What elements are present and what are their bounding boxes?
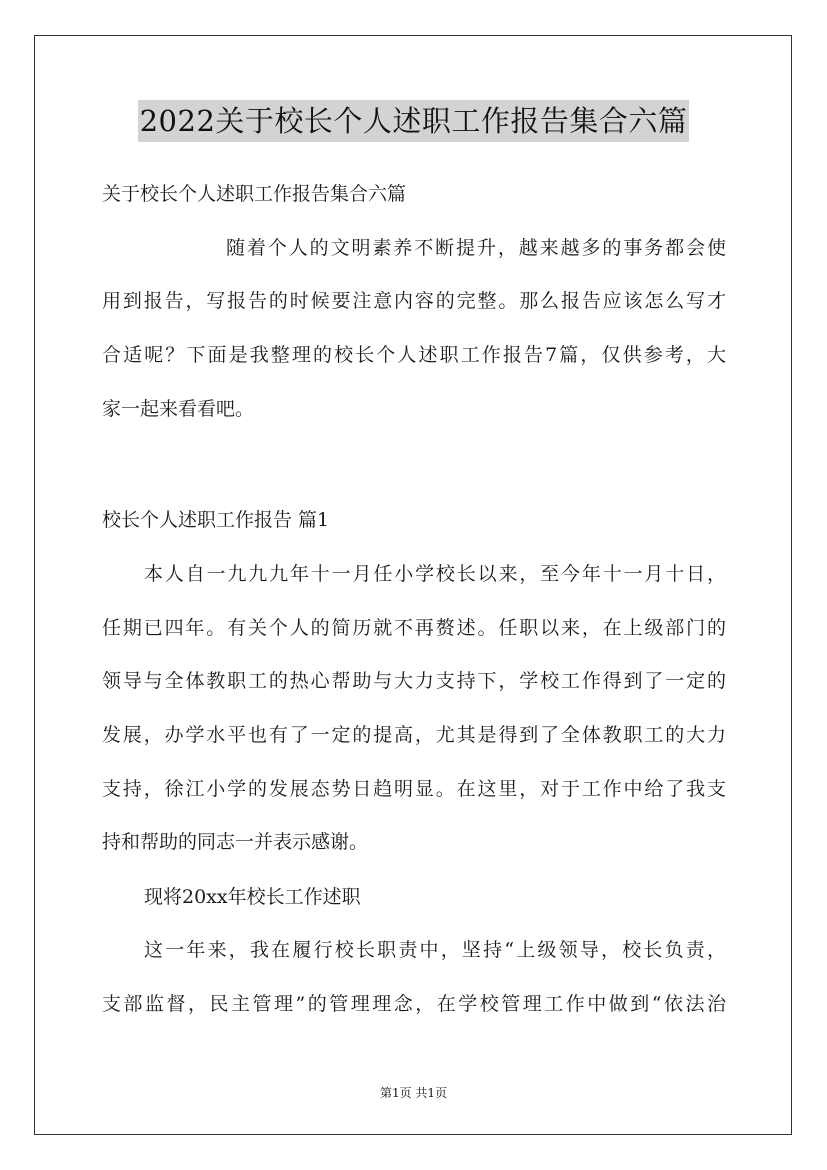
paragraph-line: 支部监督，民主管理”的管理理念，在学校管理工作中做到“依法治 xyxy=(102,993,726,1015)
paragraph-line: 持和帮助的同志一并表示感谢。 xyxy=(102,831,369,853)
paragraph-line: 这一年来，我在履行校长职责中，坚持“上级领导，校长负责， xyxy=(144,939,726,961)
intro-line: 用到报告，写报告的时候要注意内容的完整。那么报告应该怎么写才 xyxy=(102,290,726,312)
paragraph-line: 发展，办学水平也有了一定的提高，尤其是得到了全体教职工的大力 xyxy=(102,724,726,746)
paragraph-line: 本人自一九九九年十一月任小学校长以来，至今年十一月十日， xyxy=(144,563,726,585)
paragraph-line: 任期已四年。有关个人的简历就不再赘述。任职以来，在上级部门的 xyxy=(102,617,726,639)
intro-line: 随着个人的文明素养不断提升，越来越多的事务都会使 xyxy=(226,237,726,259)
paragraph-line: 现将20xx年校长工作述职 xyxy=(144,886,361,908)
paragraph-line: 支持，徐江小学的发展态势日趋明显。在这里，对于工作中给了我支 xyxy=(102,778,726,800)
intro-line: 合适呢？下面是我整理的校长个人述职工作报告7篇，仅供参考，大 xyxy=(102,344,726,366)
paragraph-line: 领导与全体教职工的热心帮助与大力支持下，学校工作得到了一定的 xyxy=(102,670,726,692)
section-heading: 校长个人述职工作报告 篇1 xyxy=(102,509,330,531)
document-subtitle: 关于校长个人述职工作报告集合六篇 xyxy=(102,183,407,205)
document-title: 2022关于校长个人述职工作报告集合六篇 xyxy=(138,100,690,142)
page-footer: 第1页 共1页 xyxy=(379,1086,448,1100)
title-container xyxy=(0,100,827,142)
intro-line: 家一起来看看吧。 xyxy=(102,398,255,420)
